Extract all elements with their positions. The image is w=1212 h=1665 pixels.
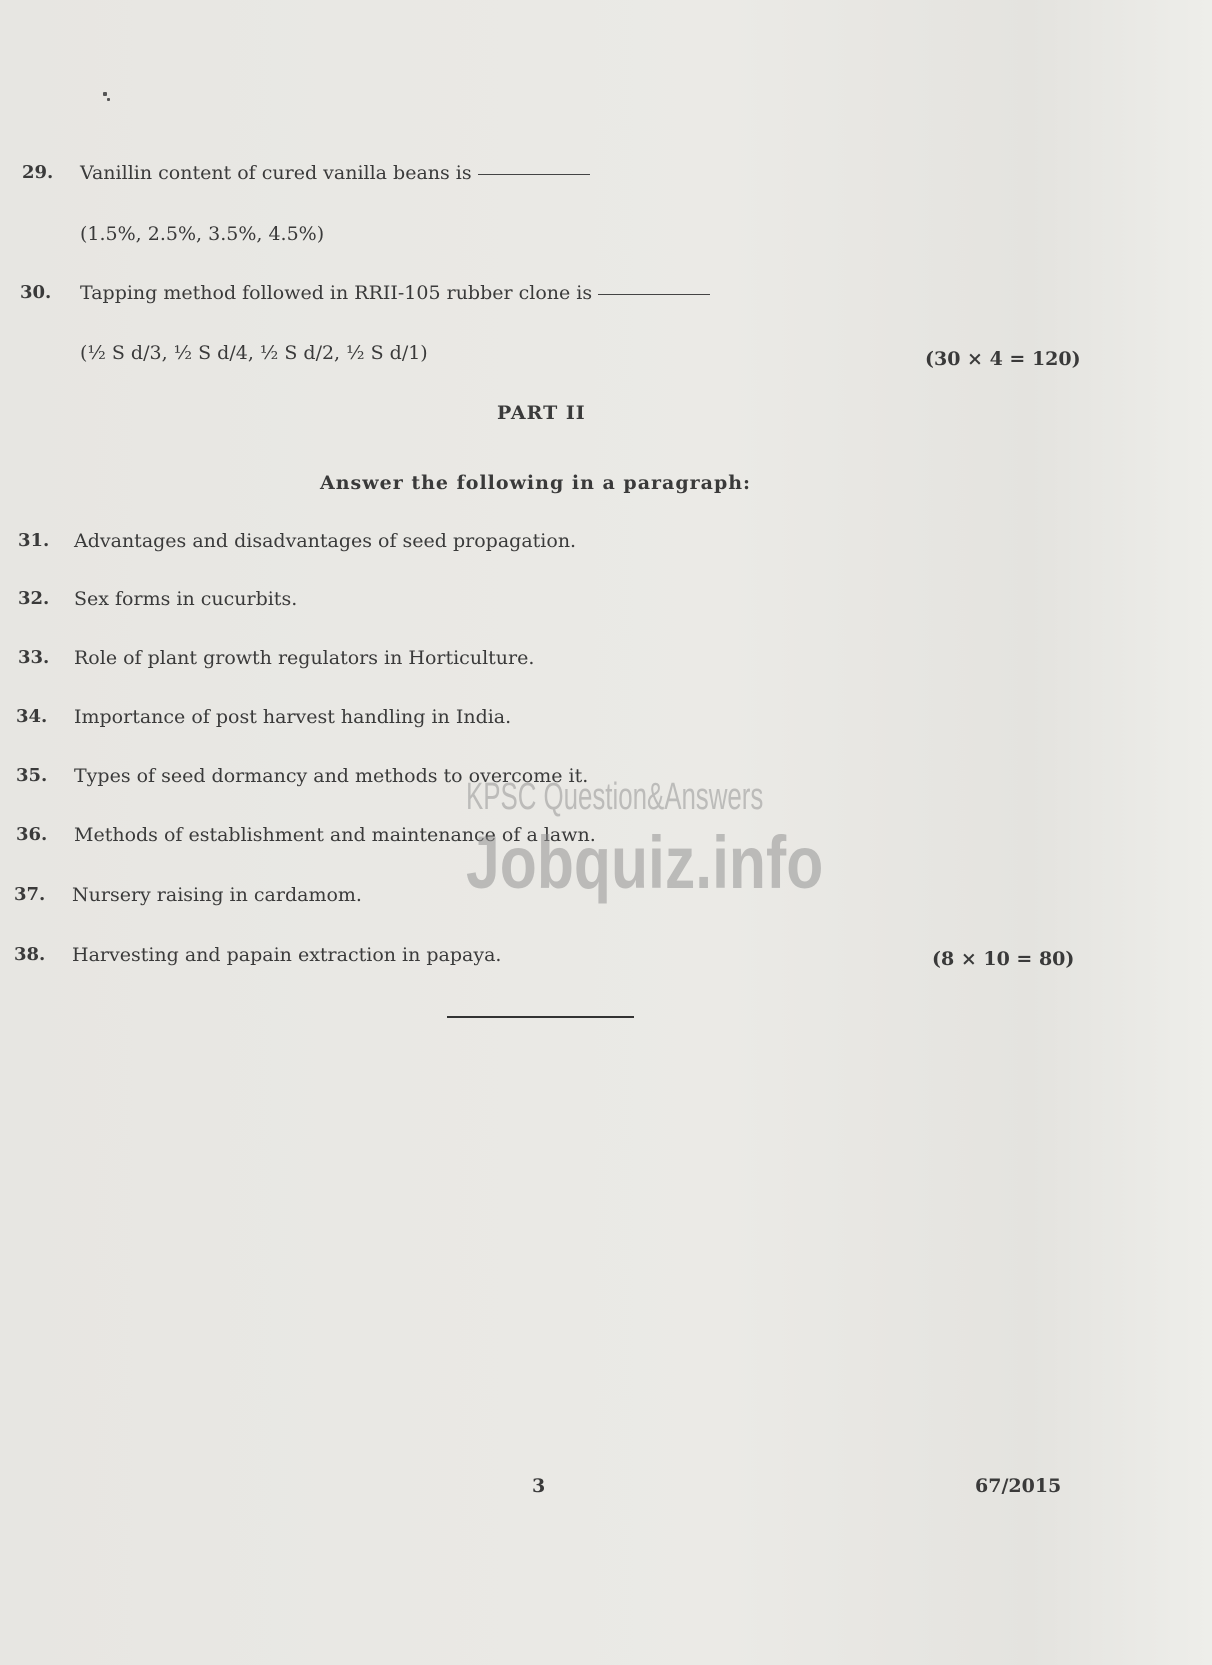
question-number: 30. bbox=[20, 282, 52, 303]
paper-code: 67/2015 bbox=[975, 1475, 1062, 1497]
watermark-line1: KPSC Question&Answers bbox=[466, 776, 764, 818]
answer-blank bbox=[598, 294, 710, 295]
question-number: 32. bbox=[18, 588, 50, 609]
answer-blank bbox=[478, 174, 590, 175]
question-text: Advantages and disadvantages of seed propagation. bbox=[74, 530, 577, 552]
question-text: Types of seed dormancy and methods to overcome it. bbox=[74, 765, 589, 787]
page-number: 3 bbox=[532, 1475, 546, 1497]
question-text: Sex forms in cucurbits. bbox=[74, 588, 298, 610]
question-options: (1.5%, 2.5%, 3.5%, 4.5%) bbox=[80, 223, 325, 245]
part2-marks: (8 × 10 = 80) bbox=[932, 948, 1075, 970]
question-number: 36. bbox=[16, 824, 48, 845]
question-number: 35. bbox=[16, 765, 48, 786]
question-text: Methods of establishment and maintenance of a lawn. bbox=[74, 824, 596, 846]
watermark-line2: Jobquiz.info bbox=[466, 821, 824, 904]
section-instruction: Answer the following in a paragraph: bbox=[320, 472, 752, 494]
question-number: 29. bbox=[22, 162, 54, 183]
question-29-text: Vanillin content of cured vanilla beans is bbox=[80, 162, 472, 184]
question-number: 38. bbox=[14, 944, 46, 965]
section-end-rule bbox=[447, 1016, 634, 1018]
question-30-text: Tapping method followed in RRII-105 rubber clone is bbox=[80, 282, 593, 304]
question-text: Nursery raising in cardamom. bbox=[72, 884, 362, 906]
part-title: PART II bbox=[497, 402, 586, 424]
scan-speck bbox=[103, 92, 107, 96]
question-number: 34. bbox=[16, 706, 48, 727]
question-text bbox=[80, 282, 710, 304]
question-text: Importance of post harvest handling in India. bbox=[74, 706, 512, 728]
question-text bbox=[80, 162, 590, 184]
question-number: 37. bbox=[14, 884, 46, 905]
question-text: Harvesting and papain extraction in papaya. bbox=[72, 944, 502, 966]
scan-speck bbox=[107, 98, 110, 101]
question-options: (½ S d/3, ½ S d/4, ½ S d/2, ½ S d/1) bbox=[80, 342, 428, 364]
part1-marks: (30 × 4 = 120) bbox=[925, 348, 1081, 370]
question-number: 33. bbox=[18, 647, 50, 668]
question-number: 31. bbox=[18, 530, 50, 551]
question-text: Role of plant growth regulators in Horticulture. bbox=[74, 647, 535, 669]
